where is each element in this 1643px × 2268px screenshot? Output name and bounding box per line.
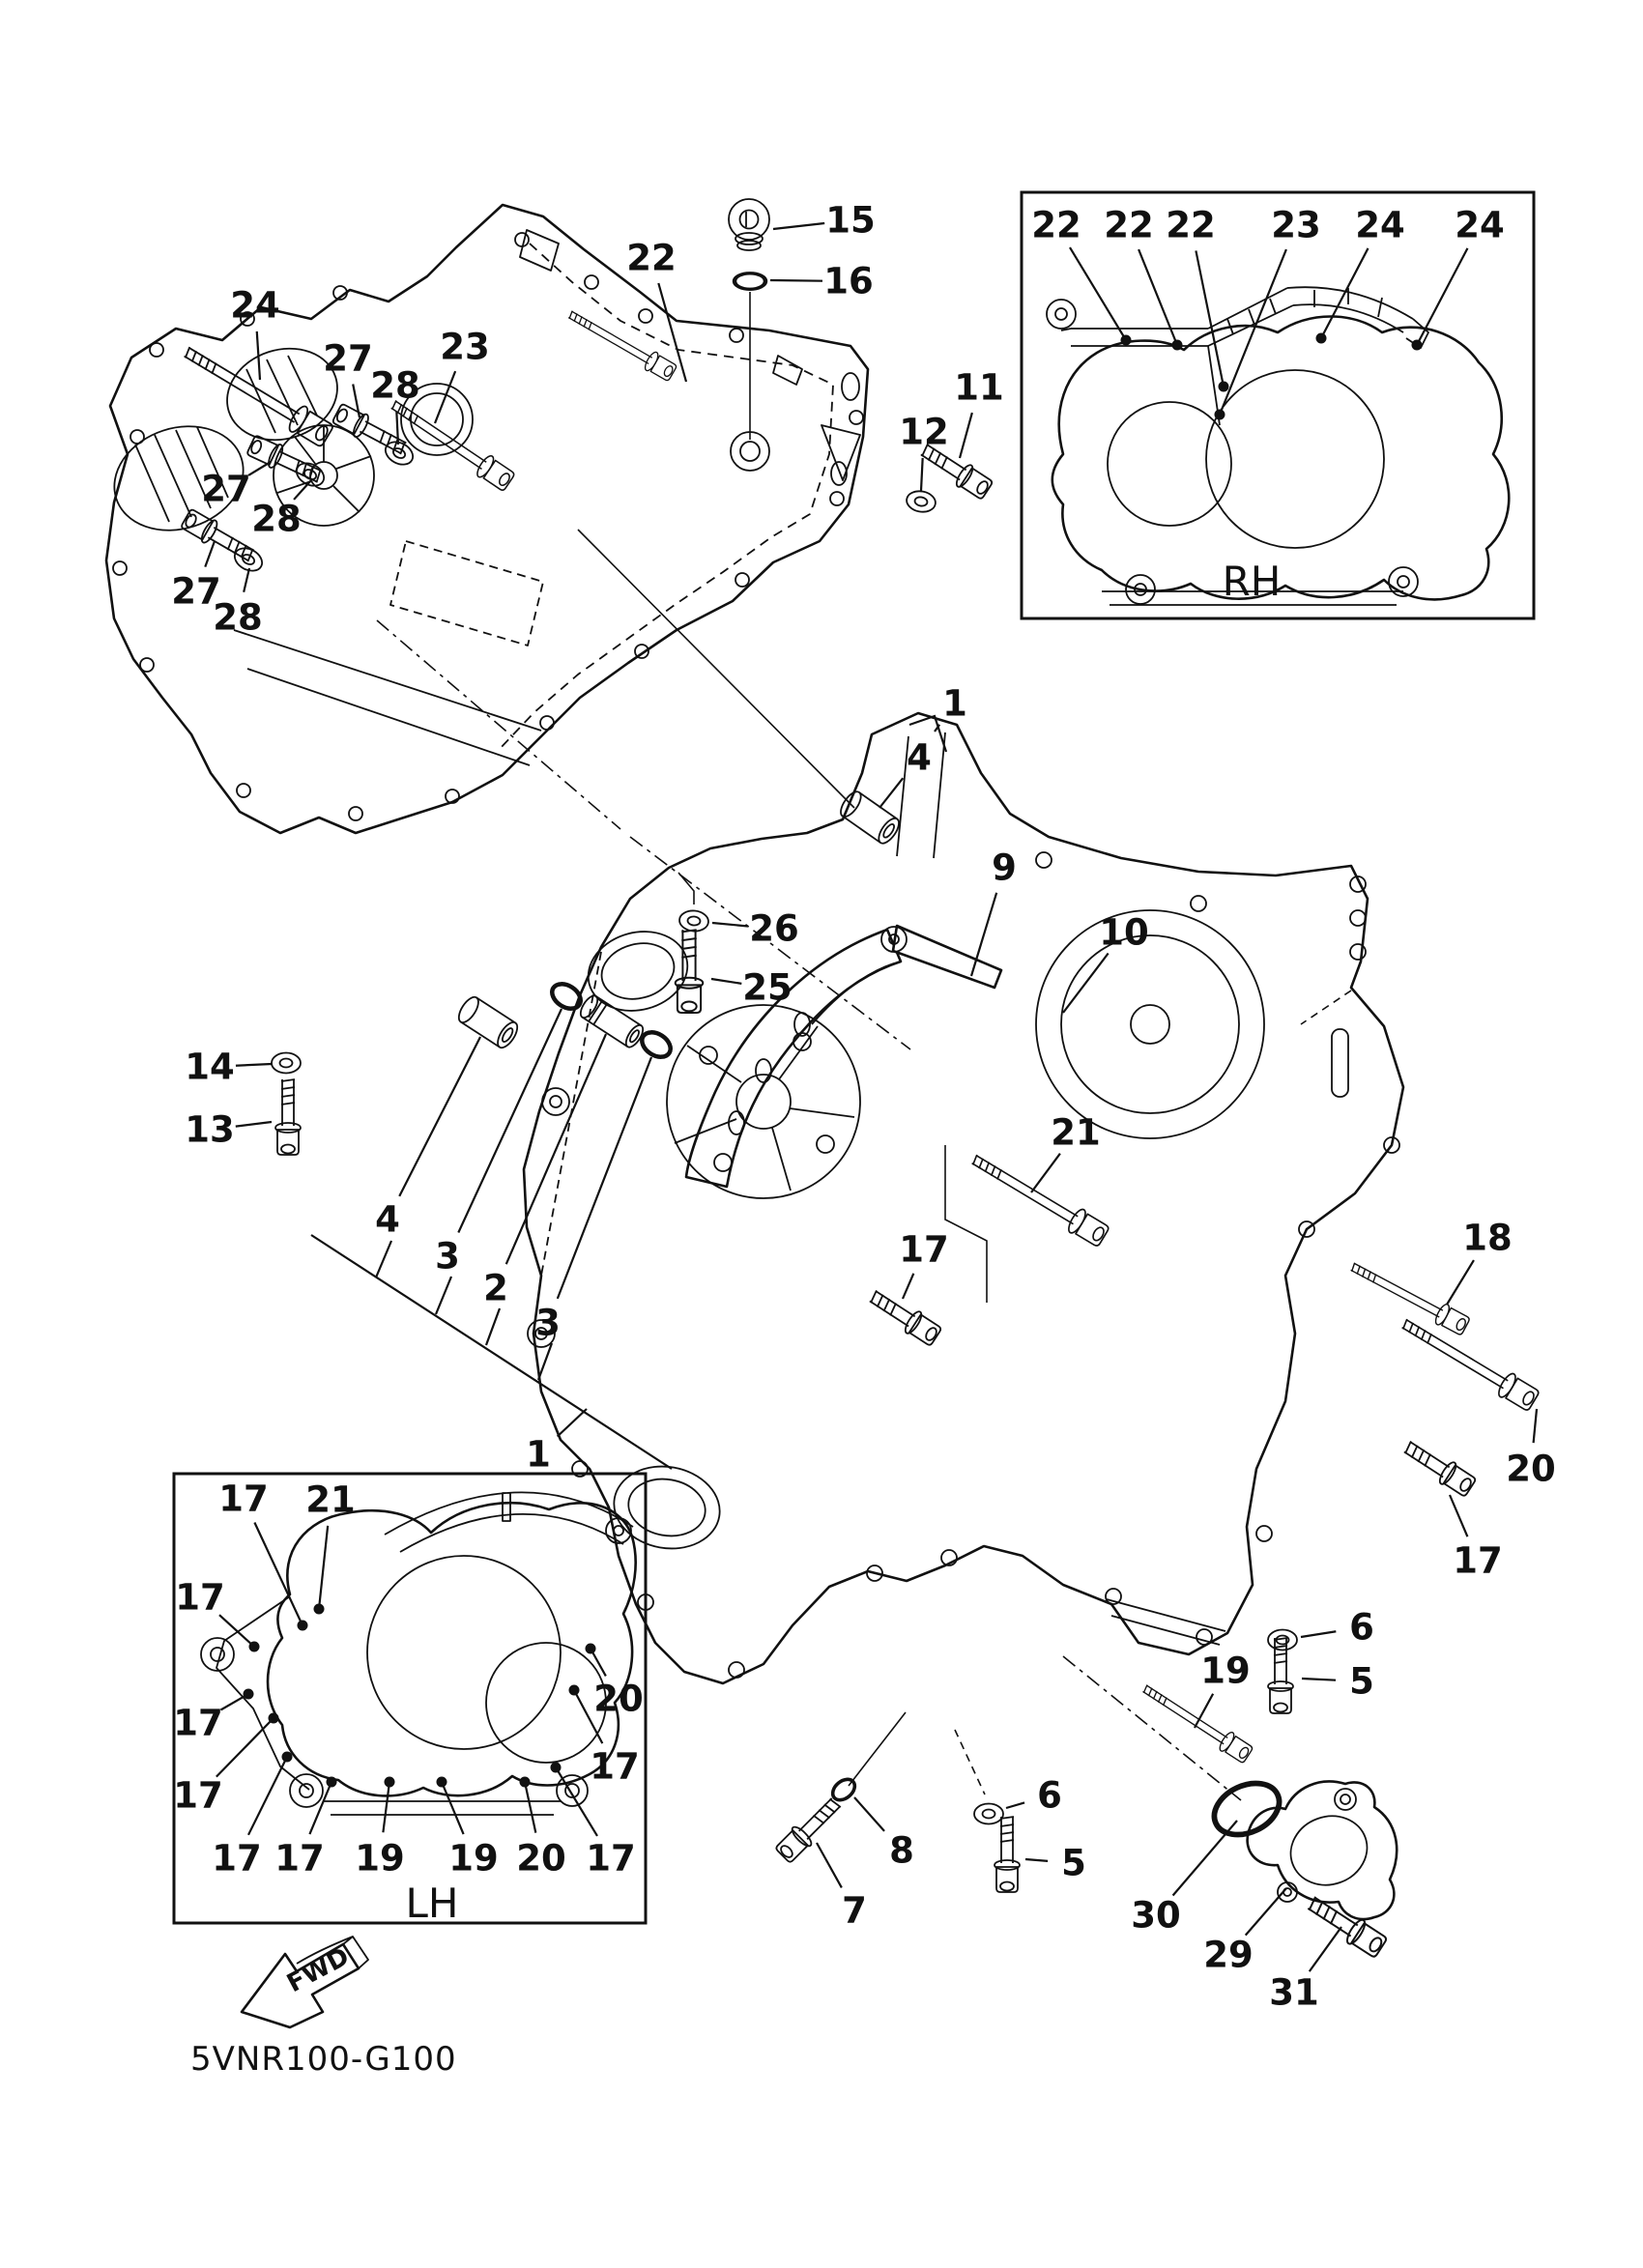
attachment-dot (569, 1685, 580, 1696)
attachment-dot (1172, 340, 1183, 351)
cover-29 (1248, 1782, 1398, 1920)
leader-line (711, 979, 741, 984)
callout-28: 28 (370, 364, 420, 407)
callout-21: 21 (305, 1479, 356, 1521)
group-line (538, 1343, 552, 1380)
washer-26 (678, 909, 709, 933)
leader-line (236, 1122, 272, 1127)
upper-crankcase-art (101, 205, 868, 833)
bearing-retainer-art (686, 926, 1001, 1187)
callout-17: 17 (218, 1478, 269, 1520)
callout-4: 4 (907, 736, 932, 779)
leader-line (854, 1797, 884, 1831)
callout-14: 14 (185, 1046, 235, 1088)
leader-line (1031, 1154, 1060, 1192)
leader-line (773, 223, 824, 229)
leader-line (525, 1782, 535, 1833)
leader-line (817, 1843, 842, 1887)
callout-3: 3 (535, 1302, 561, 1344)
dowel-2 (577, 993, 646, 1050)
callout-18: 18 (1462, 1217, 1513, 1259)
callout-29: 29 (1203, 1934, 1254, 1976)
callout-30: 30 (1131, 1894, 1181, 1937)
callout-24: 24 (230, 284, 280, 327)
group-line (436, 1277, 451, 1314)
leader-line (236, 1064, 272, 1066)
attachment-dot (586, 1644, 596, 1654)
rh-caption: RH (1222, 558, 1282, 605)
washer-14 (272, 1053, 301, 1074)
callout-17: 17 (173, 1774, 223, 1817)
leader-line (960, 413, 972, 458)
construction-line (849, 1712, 906, 1786)
attachment-dot (551, 1763, 562, 1773)
callout-17: 17 (586, 1837, 636, 1880)
leader-line (205, 541, 215, 567)
construction-line (1301, 990, 1351, 1024)
attachment-dot (327, 1777, 337, 1788)
leader-line (1450, 1495, 1467, 1536)
attachment-dot (269, 1713, 279, 1724)
callout-24: 24 (1355, 204, 1405, 246)
bolt-19 (1139, 1679, 1254, 1765)
attachment-dot (249, 1642, 260, 1652)
leader-line (1139, 249, 1177, 345)
lh-caption: LH (405, 1880, 459, 1927)
oil-plug-15 (729, 199, 769, 250)
callout-20: 20 (593, 1678, 644, 1720)
bolt-7 (774, 1794, 846, 1865)
lh-cover-art (201, 1492, 636, 1815)
bolt-20 (1398, 1312, 1541, 1413)
callout-23: 23 (440, 326, 490, 368)
leader-line (1417, 248, 1467, 345)
leader-line (216, 1718, 274, 1777)
callout-12: 12 (899, 411, 949, 453)
callout-17: 17 (274, 1837, 325, 1880)
callout-13: 13 (185, 1108, 235, 1151)
leader-line (442, 1782, 464, 1834)
callout-16: 16 (823, 260, 874, 302)
callout-17: 17 (899, 1228, 949, 1271)
callout-26: 26 (749, 907, 799, 950)
leader-line (1246, 1888, 1286, 1936)
callout-28: 28 (213, 596, 263, 639)
attachment-dot (385, 1777, 395, 1788)
bolt-21 (967, 1148, 1110, 1249)
callout-17: 17 (212, 1837, 262, 1880)
callout-23: 23 (1271, 204, 1321, 246)
callout-15: 15 (825, 199, 876, 242)
callout-20: 20 (516, 1837, 566, 1880)
washer-6 (974, 1804, 1003, 1824)
fwd-arrow-icon (242, 1937, 368, 2027)
fwd-label: FWD (282, 1941, 355, 1999)
leader-line (1196, 250, 1224, 387)
group-line (486, 1308, 500, 1345)
group-line (376, 1241, 391, 1278)
rh-inset (1022, 192, 1534, 618)
collar-4 (455, 994, 521, 1051)
callout-31: 31 (1269, 1971, 1319, 2014)
attachment-dot (520, 1777, 531, 1788)
leader-line (921, 458, 923, 491)
leader-line (383, 1782, 389, 1832)
callout-20: 20 (1506, 1448, 1556, 1490)
callout-21: 21 (1051, 1111, 1101, 1154)
attachment-dot (314, 1604, 325, 1615)
washer-12 (905, 489, 937, 514)
bolt-5 (994, 1817, 1020, 1892)
leader-line (1173, 1821, 1237, 1896)
callout-1: 1 (942, 682, 967, 725)
callout-27: 27 (171, 570, 221, 613)
callout-24: 24 (1455, 204, 1505, 246)
callout-1: 1 (526, 1433, 551, 1476)
callout-17: 17 (173, 1702, 223, 1744)
attachment-dot (244, 1689, 254, 1700)
leader-line (879, 778, 903, 808)
attachment-dot (1121, 335, 1132, 346)
callout-8: 8 (889, 1829, 914, 1872)
leader-line (1070, 247, 1126, 340)
callout-22: 22 (1104, 204, 1154, 246)
leader-line (506, 1034, 606, 1264)
callout-22: 22 (1031, 204, 1081, 246)
callout-22: 22 (1166, 204, 1216, 246)
callout-7: 7 (842, 1889, 867, 1932)
callout-17: 17 (1453, 1539, 1503, 1582)
bolt-22 (565, 305, 678, 383)
attachment-dot (1412, 340, 1423, 351)
attachment-dot (1316, 333, 1327, 344)
callout-19: 19 (448, 1837, 499, 1880)
leader-line (248, 1757, 287, 1835)
callout-19: 19 (1200, 1650, 1251, 1692)
callout-3: 3 (435, 1235, 460, 1278)
construction-line (955, 1730, 985, 1794)
leader-line (319, 1526, 328, 1609)
leader-line (1302, 1679, 1336, 1680)
callout-17: 17 (590, 1745, 640, 1788)
leader-line (1447, 1260, 1474, 1305)
attachment-dot (298, 1621, 308, 1631)
callout-22: 22 (626, 237, 677, 279)
construction-line (678, 873, 694, 904)
callout-5: 5 (1349, 1660, 1374, 1703)
callout-11: 11 (954, 366, 1004, 409)
oring-3 (548, 979, 586, 1014)
leader-line (353, 384, 360, 417)
callout-layer (171, 200, 1556, 2014)
callout-5: 5 (1061, 1842, 1086, 1884)
callout-10: 10 (1099, 911, 1149, 954)
callout-6: 6 (1349, 1606, 1374, 1649)
callout-4: 4 (375, 1198, 400, 1241)
leader-line (1310, 1927, 1341, 1971)
oring-16 (735, 273, 765, 290)
part-code: 5VNR100-G100 (190, 2040, 457, 2079)
leader-line (244, 568, 249, 592)
leader-line (558, 1409, 587, 1437)
lower-crankcase-art (524, 713, 1403, 1683)
callout-27: 27 (201, 468, 251, 510)
attachment-dot (282, 1752, 293, 1763)
leader-line (1321, 248, 1369, 338)
leader-line (294, 480, 311, 500)
callout-19: 19 (355, 1837, 405, 1880)
leader-line (770, 280, 822, 281)
leader-line (248, 462, 271, 475)
leader-line (712, 923, 748, 926)
callout-27: 27 (323, 337, 373, 380)
cylinder-bore-art (101, 334, 349, 546)
leader-line (1301, 1631, 1336, 1637)
collar-4 (837, 789, 903, 847)
crank-web-art (667, 1005, 860, 1198)
hardware-layer (179, 199, 1541, 1960)
attachment-dot (437, 1777, 447, 1788)
callout-28: 28 (251, 498, 302, 540)
leader-line (1534, 1409, 1537, 1443)
attachment-dot (1219, 382, 1229, 392)
bolt-13 (275, 1079, 301, 1155)
attachment-dot (1215, 410, 1225, 420)
rh-inset-box (1022, 192, 1534, 618)
leader-line (1025, 1859, 1048, 1861)
callout-2: 2 (483, 1267, 508, 1309)
callout-17: 17 (175, 1576, 225, 1619)
leader-line (435, 371, 455, 423)
bolt-25 (676, 930, 704, 1013)
callout-25: 25 (742, 966, 793, 1009)
leader-line (903, 1274, 913, 1299)
callout-6: 6 (1037, 1774, 1062, 1817)
callout-9: 9 (992, 847, 1017, 889)
leader-line (399, 1037, 480, 1196)
leader-line (1006, 1802, 1024, 1808)
leader-line (558, 1057, 651, 1299)
bolt-17 (1400, 1436, 1478, 1498)
